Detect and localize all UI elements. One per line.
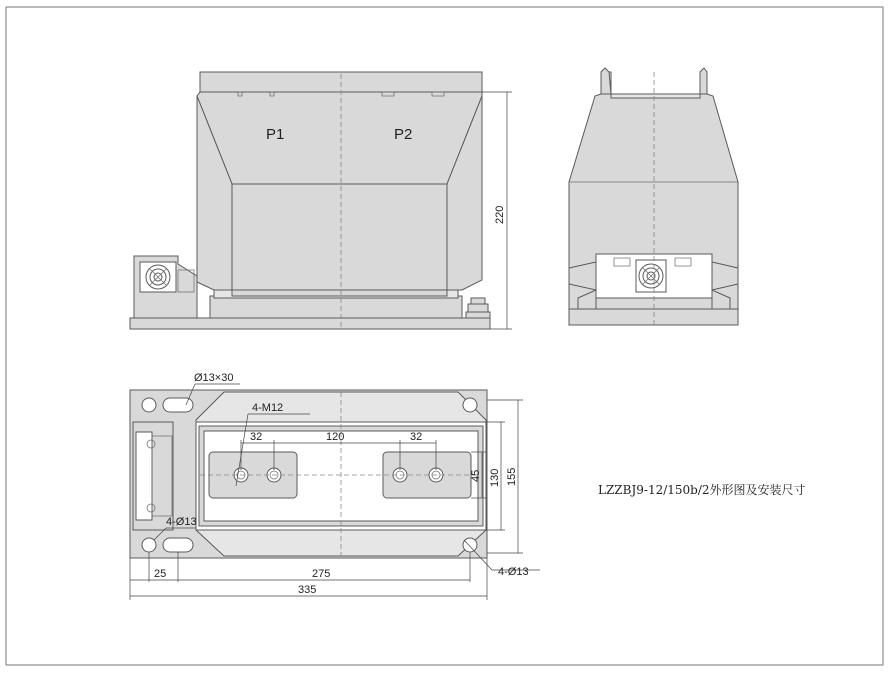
- front-core-block: [232, 184, 447, 290]
- dimension-height: [482, 92, 512, 329]
- dimension-edge-offset-label: 25: [154, 568, 167, 580]
- dimension-hole-right-label: 4-Ø13: [498, 566, 529, 578]
- dimension-slot-label: Ø13×30: [194, 372, 234, 384]
- dimension-overall-length-label: 335: [298, 584, 317, 596]
- front-body-taper: [197, 92, 482, 184]
- dimension-inner-width: [486, 422, 505, 530]
- terminal-label-p2: P2: [394, 126, 413, 143]
- dimension-spacing-left-label: 32: [250, 431, 263, 443]
- dimension-inner-width-label: 130: [489, 468, 501, 487]
- dimension-spacing-mid-label: 120: [326, 431, 345, 443]
- drawing-caption: LZZBJ9-12/150b/2外形图及安装尺寸: [598, 483, 806, 497]
- dimension-outer-width-label: 155: [506, 467, 518, 486]
- front-terminal-box: [134, 256, 197, 318]
- front-view: [130, 72, 512, 330]
- dimension-bottom: [130, 552, 487, 600]
- terminal-label-p1: P1: [266, 126, 285, 143]
- dimension-thread-label: 4-M12: [252, 402, 284, 414]
- front-base-plate: [130, 318, 490, 329]
- plan-view: [130, 372, 540, 600]
- dimension-spacing-right-label: 32: [410, 431, 423, 443]
- dimension-hole-left-label: 4-Ø13: [166, 516, 197, 528]
- front-ground-bolt: [466, 298, 490, 318]
- side-view: [569, 68, 738, 328]
- dimension-pad-height-label: 45: [470, 469, 482, 482]
- side-base-plate: [569, 309, 738, 325]
- dimension-height-label: 220: [494, 205, 506, 224]
- dimension-hole-span-label: 275: [312, 568, 331, 580]
